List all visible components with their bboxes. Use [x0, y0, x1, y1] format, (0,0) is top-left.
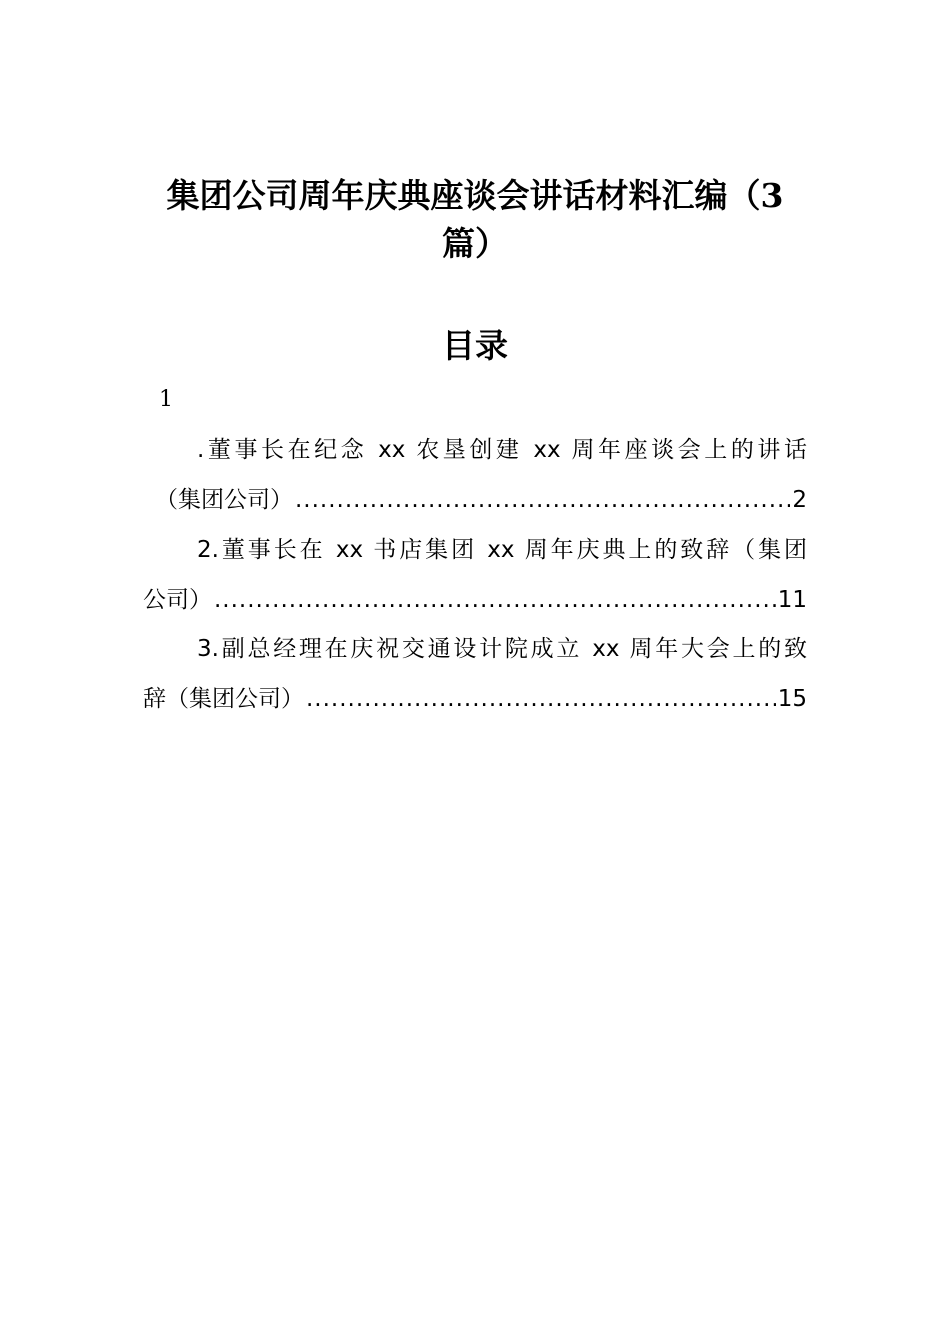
toc-entry-title: 2.董事长在 xx 书店集团 xx 周年庆典上的致辞（集团	[197, 537, 807, 563]
toc-entry-title-cont: 公司）	[143, 587, 212, 613]
toc-entry-continuation	[143, 475, 807, 525]
dot-leader	[214, 575, 776, 625]
toc-page-number: 11	[777, 587, 807, 613]
toc-entry-continuation	[143, 674, 807, 724]
document-title	[143, 172, 807, 268]
toc-entry-2[interactable]	[143, 525, 807, 625]
toc-entry-3[interactable]	[143, 624, 807, 724]
toc-entry-title-cont: （集团公司）	[155, 487, 293, 513]
toc-page-number: 15	[777, 686, 807, 712]
toc-entry-continuation	[143, 575, 807, 625]
toc-entry-1[interactable]	[143, 425, 807, 525]
toc-entry-title: .董事长在纪念 xx 农垦创建 xx 周年座谈会上的讲话	[197, 437, 807, 463]
list-number: 1	[159, 387, 173, 412]
toc-page-number: 2	[792, 487, 807, 513]
toc-entry-title-cont: 辞（集团公司）	[143, 686, 304, 712]
dot-leader	[295, 475, 790, 525]
dot-leader	[306, 674, 776, 724]
toc-heading: 目录	[442, 326, 508, 365]
document-title-line-1: 集团公司周年庆典座谈会讲话材料汇编（3	[166, 176, 784, 215]
document-title-line-2: 篇）	[442, 224, 508, 263]
toc-entry-title: 3.副总经理在庆祝交通设计院成立 xx 周年大会上的致	[197, 636, 807, 662]
